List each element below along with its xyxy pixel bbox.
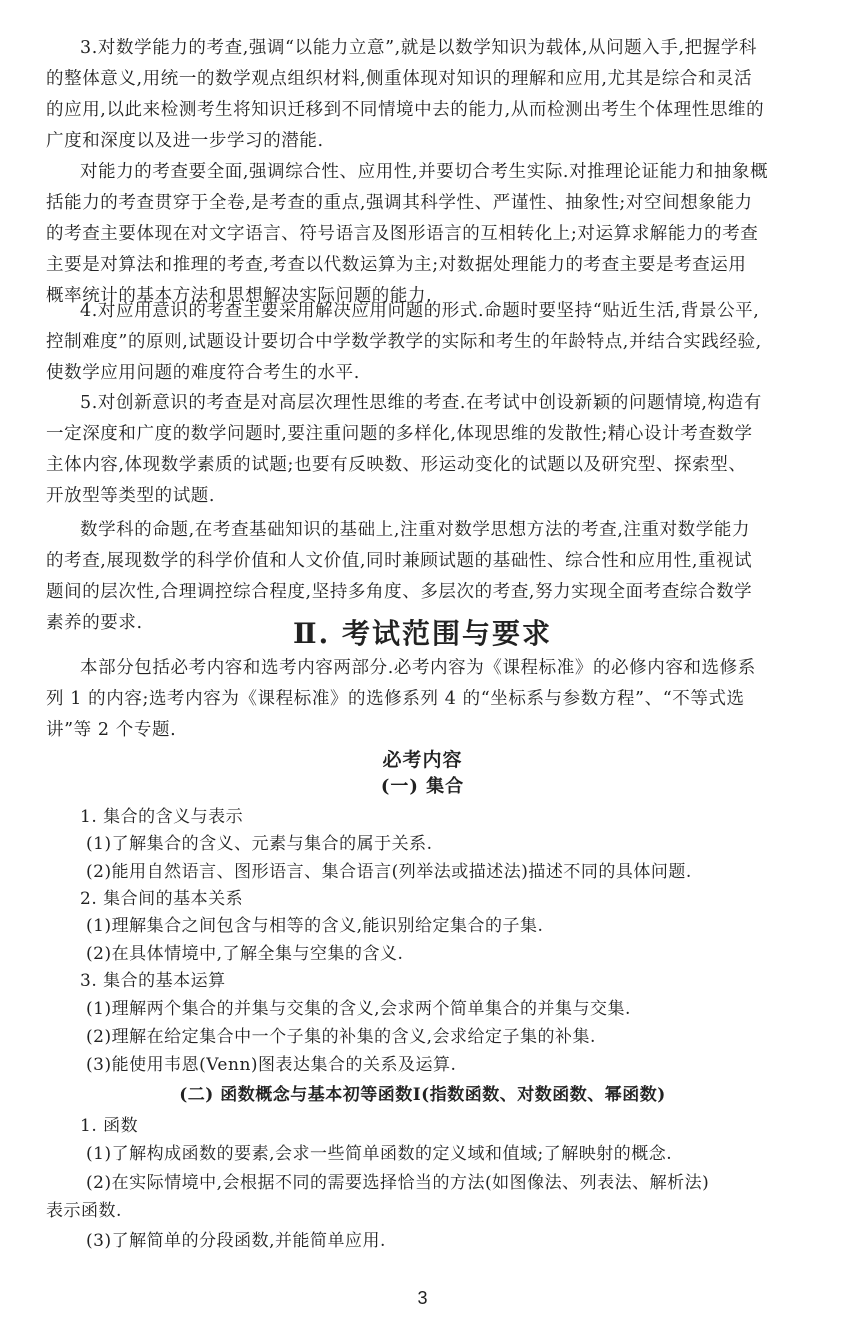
text-line: 题间的层次性,合理调控综合程度,坚持多角度、多层次的考查,努力实现全面考查综合数学 xyxy=(46,582,753,602)
list-item: (3)了解简单的分段函数,并能简单应用. xyxy=(86,1231,386,1251)
list-item: (2)能用自然语言、图形语言、集合语言(列举法或描述法)描述不同的具体问题. xyxy=(86,862,692,882)
list-item-continuation: 表示函数. xyxy=(46,1201,122,1221)
list-item: (1)了解构成函数的要素,会求一些简单函数的定义域和值域;了解映射的概念. xyxy=(86,1144,673,1164)
list-item: (1)理解集合之间包含与相等的含义,能识别给定集合的子集. xyxy=(86,916,544,936)
paragraph-math-ability xyxy=(46,33,798,157)
part2-heading: (二) 函数概念与基本初等函数Ⅰ(指数函数、对数函数、幂函数) xyxy=(179,1085,666,1105)
text-line: 3.对数学能力的考查,强调“以能力立意”,就是以数学知识为载体,从问题入手,把握学科 xyxy=(80,38,758,58)
paragraph-ability-assessment xyxy=(46,157,798,312)
text-line: 主要是对算法和推理的考查,考查以代数运算为主;对数据处理能力的考查主要是考查运用 xyxy=(46,255,747,275)
text-line: 主体内容,体现数学素质的试题;也要有反映数、形运动变化的试题以及研究型、探索型、 xyxy=(46,455,747,475)
list-item: (2)在具体情境中,了解全集与空集的含义. xyxy=(86,944,404,964)
text-line: 讲”等 2 个专题. xyxy=(46,720,177,740)
list-item: 2. 集合间的基本关系 xyxy=(80,889,244,909)
part1-heading: (一) 集合 xyxy=(380,776,465,797)
text-line: 4.对应用意识的考查主要采用解决应用问题的形式.命题时要坚持“贴近生活,背景公平, xyxy=(80,301,760,321)
text-line: 开放型等类型的试题. xyxy=(46,486,216,506)
text-line: 列 1 的内容;选考内容为《课程标准》的选修系列 4 的“坐标系与参数方程”、“不等式选 xyxy=(46,689,745,709)
text-line: 的应用,以此来检测考生将知识迁移到不同情境中去的能力,从而检测出考生个体理性思维的 xyxy=(46,100,765,120)
list-item: (1)了解集合的含义、元素与集合的属于关系. xyxy=(86,834,433,854)
required-content-heading: 必考内容 xyxy=(382,749,463,771)
list-item: (3)能使用韦恩(Venn)图表达集合的关系及运算. xyxy=(86,1055,457,1075)
list-item: (2)在实际情境中,会根据不同的需要选择恰当的方法(如图像法、列表法、解析法) xyxy=(86,1173,710,1193)
list-item: 1. 集合的含义与表示 xyxy=(80,807,244,827)
list-item: (2)理解在给定集合中一个子集的补集的含义,会求给定子集的补集. xyxy=(86,1027,596,1047)
text-line: 的考查主要体现在对文字语言、符号语言及图形语言的互相转化上;对运算求解能力的考查 xyxy=(46,224,759,244)
text-line: 括能力的考查贯穿于全卷,是考查的重点,强调其科学性、严谨性、抽象性;对空间想象能力 xyxy=(46,193,753,213)
text-line: 本部分包括必考内容和选考内容两部分.必考内容为《课程标准》的必修内容和选修系 xyxy=(80,658,756,678)
text-line: 5.对创新意识的考查是对高层次理性思维的考查.在考试中创设新颖的问题情境,构造有 xyxy=(80,393,762,413)
paragraph-innovation-awareness xyxy=(46,388,798,512)
paragraph-application-awareness xyxy=(46,296,798,389)
list-item: 1. 函数 xyxy=(80,1116,139,1136)
paragraph-scope xyxy=(46,653,798,746)
text-line: 控制难度”的原则,试题设计要切合中学数学教学的实际和考生的年龄特点,并结合实践经验, xyxy=(46,332,762,352)
list-item: (1)理解两个集合的并集与交集的含义,会求两个简单集合的并集与交集. xyxy=(86,999,631,1019)
text-line: 一定深度和广度的数学问题时,要注重问题的多样化,体现思维的发散性;精心设计考查数学 xyxy=(46,424,753,444)
section-heading: Ⅱ. 考试范围与要求 xyxy=(292,617,553,650)
text-line: 概率统计的基本方法和思想解决实际问题的能力. xyxy=(46,286,433,306)
text-line: 素养的要求. xyxy=(46,613,143,633)
text-line: 广度和深度以及进一步学习的潜能. xyxy=(46,131,324,151)
text-line: 的考查,展现数学的科学价值和人文价值,同时兼顾试题的基础性、综合性和应用性,重视试 xyxy=(46,551,753,571)
text-line: 数学科的命题,在考查基础知识的基础上,注重对数学思想方法的考查,注重对数学能力 xyxy=(80,520,751,540)
page-number: 3 xyxy=(417,1288,428,1308)
text-line: 对能力的考查要全面,强调综合性、应用性,并要切合考生实际.对推理论证能力和抽象概 xyxy=(80,162,769,182)
text-line: 的整体意义,用统一的数学观点组织材料,侧重体现对知识的理解和应用,尤其是综合和灵活 xyxy=(46,69,753,89)
text-line: 使数学应用问题的难度符合考生的水平. xyxy=(46,363,360,383)
list-item: 3. 集合的基本运算 xyxy=(80,971,226,991)
